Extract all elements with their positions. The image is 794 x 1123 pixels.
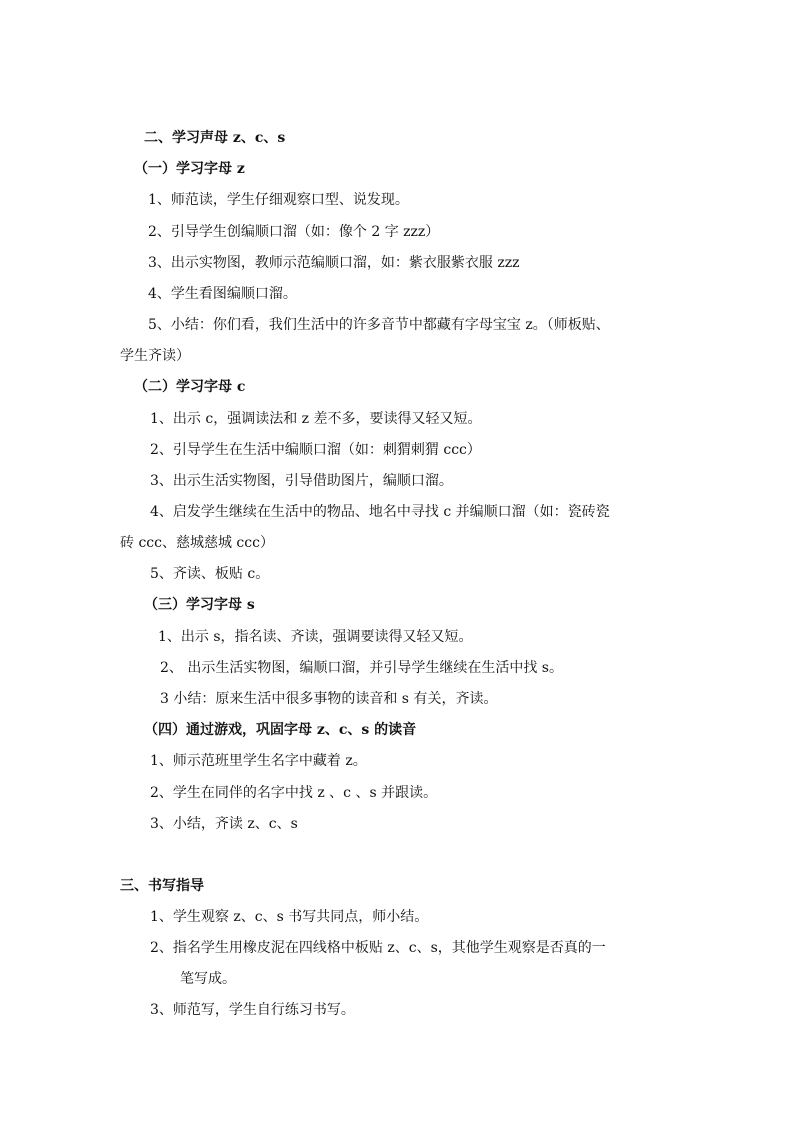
section-2-title: 二、学习声母 z、c、s	[144, 130, 286, 146]
part-1-item-5: 5、小结：你们看，我们生活中的许多音节中都藏有字母宝宝 z。（师板贴、	[148, 317, 610, 333]
part-2-item-3: 3、出示生活实物图，引导借助图片，编顺口溜。	[150, 473, 453, 489]
part-3-item-1: 1、出示 s，指名读、齐读，强调要读得又轻又短。	[158, 629, 473, 645]
part-1-title: （一）学习字母 z	[134, 161, 245, 177]
part-3-item-2: 2、 出示生活实物图，编顺口溜，并引导学生继续在生活中找 s。	[160, 660, 563, 676]
section-3-item-2: 2、指名学生用橡皮泥在四线格中板贴 z、c、s，其他学生观察是否真的一	[150, 940, 606, 956]
part-1-item-5-cont: 学生齐读）	[120, 348, 190, 364]
part-4-title: （四）通过游戏，巩固字母 z、c、s 的读音	[144, 722, 417, 738]
part-2-title: （二）学习字母 c	[134, 379, 246, 395]
part-1-item-2: 2、引导学生创编顺口溜（如：像个 2 字 zzz）	[148, 224, 440, 240]
part-4-item-2: 2、学生在同伴的名字中找 z 、c 、s 并跟读。	[150, 785, 438, 801]
section-3-item-3: 3、师范写，学生自行练习书写。	[150, 1002, 355, 1018]
part-2-item-1: 1、出示 c，强调读法和 z 差不多，要读得又轻又短。	[150, 411, 482, 427]
part-4-item-3: 3、小结，齐读 z、c、s	[150, 816, 298, 832]
part-2-item-4-cont: 砖 ccc、慈城慈城 ccc）	[120, 535, 274, 551]
part-1-item-4: 4、学生看图编顺口溜。	[148, 286, 297, 302]
section-3-item-1: 1、学生观察 z、c、s 书写共同点，师小结。	[150, 909, 429, 925]
section-3-item-2-cont: 笔写成。	[180, 971, 236, 987]
part-4-item-1: 1、师示范班里学生名字中藏着 z。	[150, 753, 367, 769]
part-3-item-3: 3 小结：原来生活中很多事物的读音和 s 有关，齐读。	[160, 691, 498, 707]
part-1-item-3: 3、出示实物图，教师示范编顺口溜，如：紫衣服紫衣服 zzz	[148, 255, 520, 271]
part-3-title: （三）学习字母 s	[144, 597, 255, 613]
part-1-item-1: 1、师范读，学生仔细观察口型、说发现。	[148, 192, 409, 208]
part-2-item-2: 2、引导学生在生活中编顺口溜（如：刺猬刺猬 ccc）	[150, 442, 481, 458]
section-3-title: 三、书写指导	[120, 878, 204, 894]
part-2-item-5: 5、齐读、板贴 c。	[150, 566, 270, 582]
part-2-item-4: 4、启发学生继续在生活中的物品、地名中寻找 c 并编顺口溜（如：瓷砖瓷	[150, 504, 610, 520]
